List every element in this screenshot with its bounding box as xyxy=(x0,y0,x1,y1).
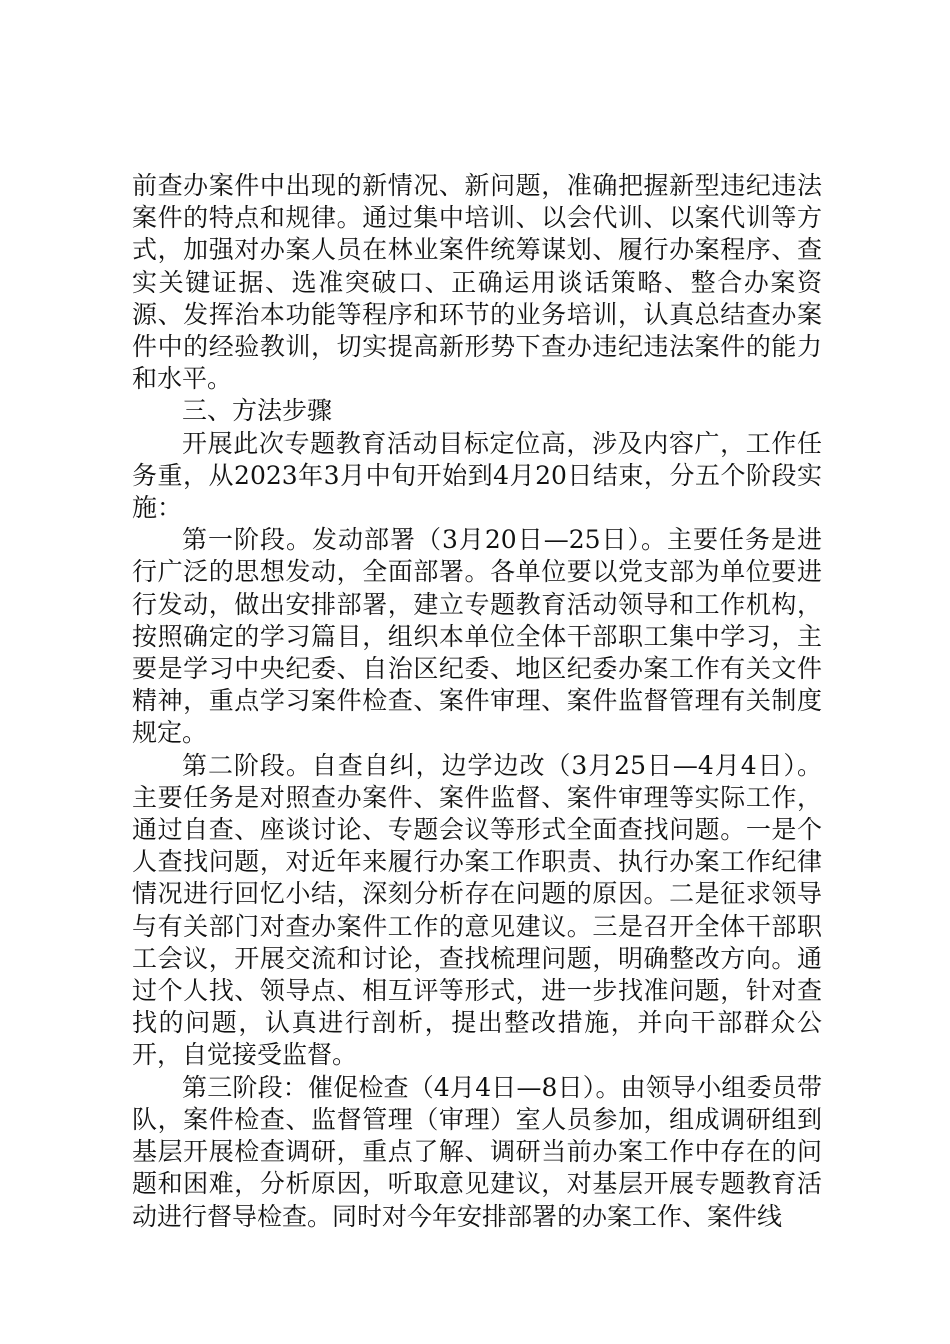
document-body xyxy=(132,170,822,1233)
stage-one-paragraph: 第一阶段。发动部署（3月20日—25日）。主要任务是进行广泛的思想发动，全面部署。各单位要以党支部为单位要进行发动，做出安排部署，建立专题教育活动领导和工作机构，按照确定的学习篇目，组织本单位全体干部职工集中学习，主要是学习中央纪委、自治区纪委、地区纪委办案工作有关文件精神，重点学习案件检查、案件审理、案件监督管理有关制度规定。 xyxy=(132,525,822,748)
section-heading: 三、方法步骤 xyxy=(182,396,333,426)
body-paragraph: 开展此次专题教育活动目标定位高，涉及内容广，工作任务重，从2023年3月中旬开始到4月20日结束，分五个阶段实施： xyxy=(132,428,822,523)
stage-three-paragraph: 第三阶段：催促检查（4月4日—8日）。由领导小组委员带队，案件检查、监督管理（审理）室人员参加，组成调研组到基层开展检查调研，重点了解、调研当前办案工作中存在的问题和困难，分析原因，听取意见建议，对基层开展专题教育活动进行督导检查。同时对今年安排部署的办案工作、案件线 xyxy=(132,1072,822,1231)
body-paragraph: 前查办案件中出现的新情况、新问题，准确把握新型违纪违法案件的特点和规律。通过集中培训、以会代训、以案代训等方式，加强对办案人员在林业案件统筹谋划、履行办案程序、查实关键证据、选准突破口、正确运用谈话策略、整合办案资源、发挥治本功能等程序和环节的业务培训，认真总结查办案件中的经验教训，切实提高新形势下查办违纪违法案件的能力和水平。 xyxy=(132,171,822,394)
stage-two-paragraph: 第二阶段。自查自纠，边学边改（3月25日—4月4日）。主要任务是对照查办案件、案件监督、案件审理等实际工作，通过自查、座谈讨论、专题会议等形式全面查找问题。一是个人查找问题，对近年来履行办案工作职责、执行办案工作纪律情况进行回忆小结，深刻分析存在问题的原因。二是征求领导与有关部门对查办案件工作的意见建议。三是召开全体干部职工会议，开展交流和讨论，查找梳理问题，明确整改方向。通过个人找、领导点、相互评等形式，进一步找准问题，针对查找的问题，认真进行剖析，提出整改措施，并向干部群众公开，自觉接受监督。 xyxy=(132,750,822,1070)
